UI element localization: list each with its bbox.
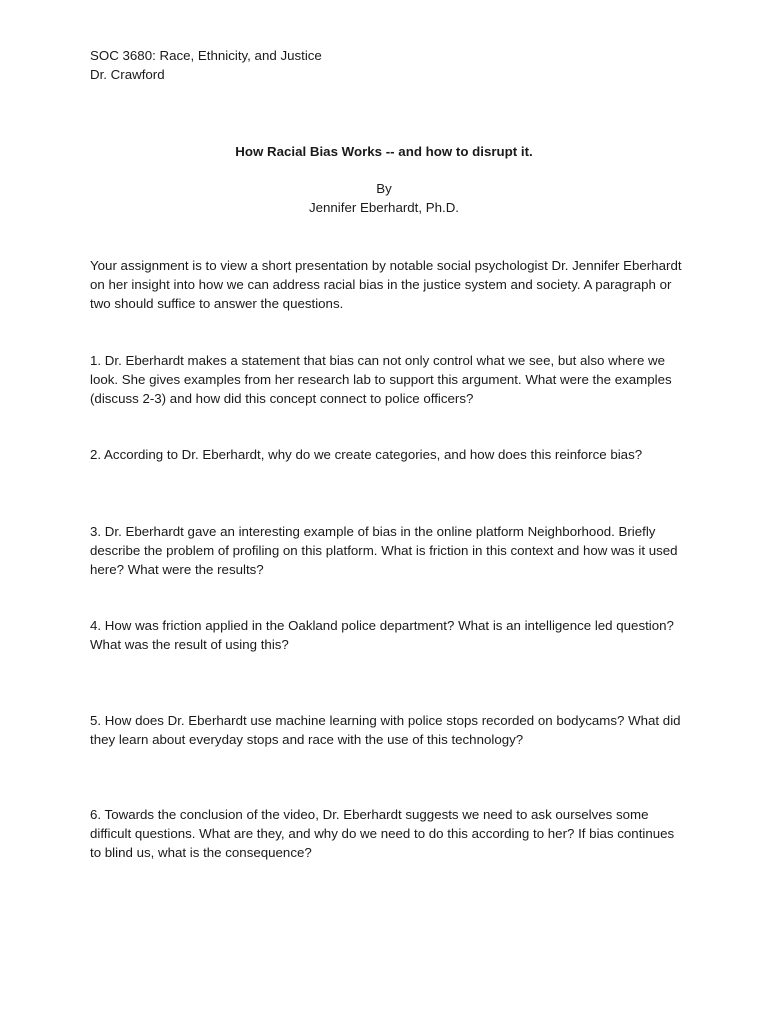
document-header (90, 47, 322, 84)
question-1: 1. Dr. Eberhardt makes a statement that bias can not only control what we see, but also where we look. She gives examples from her research lab to support this argument. What were the examples (discuss 2-3) and how did this concept connect to police officers? (90, 353, 672, 406)
course-name: SOC 3680: Race, Ethnicity, and Justice (90, 48, 322, 63)
question-4: 4. How was friction applied in the Oakland police department? What is an intelligence led question? What was the result of using this? (90, 618, 674, 652)
instructor-name: Dr. Crawford (90, 66, 165, 82)
document-title: How Racial Bias Works -- and how to disrupt it. (235, 144, 533, 159)
question-3: 3. Dr. Eberhardt gave an interesting example of bias in the online platform Neighborhood. Briefly describe the problem of profiling on this platform. What is friction in this context and how was it used here? What were the results? (90, 524, 678, 577)
byline-author: Jennifer Eberhardt, Ph.D. (308, 199, 460, 215)
assignment-intro: Your assignment is to view a short presentation by notable social psychologist Dr. Jennifer Eberhardt on her insight into how we can address racial bias in the justice system and society. A paragraph or two should suffice to answer the questions. (90, 258, 682, 311)
byline (0, 180, 768, 217)
byline-by: By (376, 181, 392, 196)
question-5: 5. How does Dr. Eberhardt use machine learning with police stops recorded on bodycams? What did they learn about everyday stops and race with the use of this technology? (90, 713, 681, 747)
question-2: 2. According to Dr. Eberhardt, why do we create categories, and how does this reinforce bias? (90, 447, 643, 462)
question-6: 6. Towards the conclusion of the video, Dr. Eberhardt suggests we need to ask ourselves some difficult questions. What are they, and why do we need to do this according to her? If bias continues to blind us, what is the consequence? (90, 807, 675, 860)
